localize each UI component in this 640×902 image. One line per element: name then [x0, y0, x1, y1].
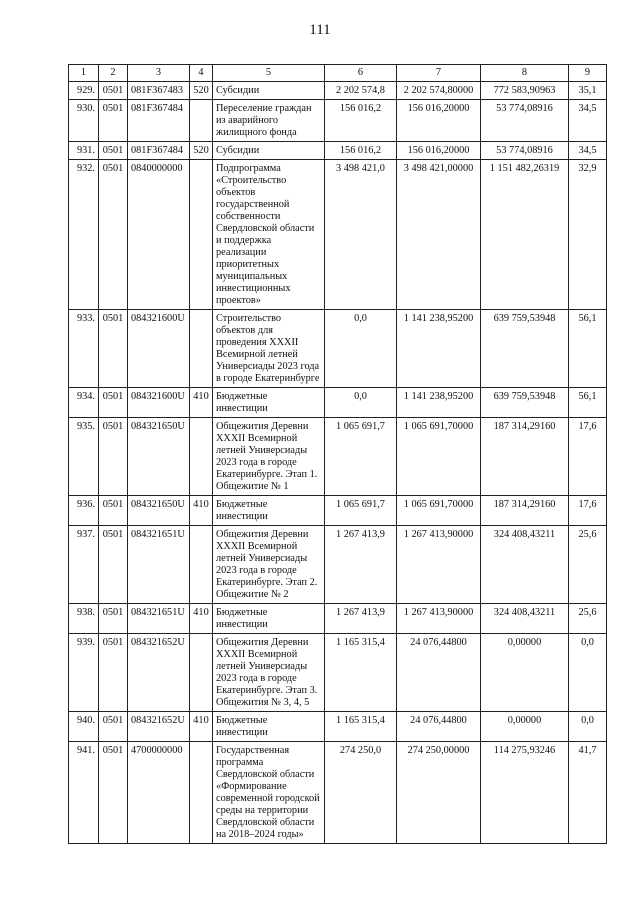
executed-amount-cell: 114 275,93246	[481, 742, 569, 844]
refined-amount-cell: 24 076,44800	[397, 634, 481, 712]
executed-amount-cell: 639 759,53948	[481, 310, 569, 388]
page-number: 111	[309, 22, 331, 38]
section-code-cell: 0501	[99, 142, 128, 160]
item-name-cell: Общежития Деревни XXXII Всемирной летней Универсиады 2023 года в городе Екатеринбурге. Этап 2. Общежитие № 2	[213, 526, 325, 604]
table-row	[69, 82, 607, 100]
executed-amount-cell: 324 408,43211	[481, 604, 569, 634]
expense-type-cell	[190, 100, 213, 142]
table-row	[69, 100, 607, 142]
percent-cell: 25,6	[569, 526, 607, 604]
percent-cell: 34,5	[569, 100, 607, 142]
column-header: 5	[213, 65, 325, 82]
article-code-cell: 0840000000	[128, 160, 190, 310]
row-number-cell: 929.	[69, 82, 99, 100]
item-name-cell: Переселение граждан из аварийного жилищного фонда	[213, 100, 325, 142]
item-name-cell: Строительство объектов для проведения XXXII Всемирной летней Универсиады 2023 года в городе Екатеринбурге	[213, 310, 325, 388]
refined-amount-cell: 1 141 238,95200	[397, 388, 481, 418]
article-code-cell: 084321651U	[128, 604, 190, 634]
article-code-cell: 084321650U	[128, 418, 190, 496]
row-number-cell: 939.	[69, 634, 99, 712]
table-row	[69, 310, 607, 388]
expense-type-cell: 410	[190, 604, 213, 634]
table-row	[69, 526, 607, 604]
percent-cell: 0,0	[569, 712, 607, 742]
executed-amount-cell: 187 314,29160	[481, 496, 569, 526]
planned-amount-cell: 1 165 315,4	[325, 712, 397, 742]
row-number-cell: 936.	[69, 496, 99, 526]
planned-amount-cell: 3 498 421,0	[325, 160, 397, 310]
item-name-cell: Субсидии	[213, 142, 325, 160]
table-row	[69, 496, 607, 526]
section-code-cell: 0501	[99, 634, 128, 712]
table-row	[69, 742, 607, 844]
executed-amount-cell: 53 774,08916	[481, 100, 569, 142]
table-row	[69, 712, 607, 742]
expense-type-cell	[190, 742, 213, 844]
table-header-row	[69, 65, 607, 82]
row-number-cell: 934.	[69, 388, 99, 418]
percent-cell: 0,0	[569, 634, 607, 712]
refined-amount-cell: 2 202 574,80000	[397, 82, 481, 100]
section-code-cell: 0501	[99, 496, 128, 526]
row-number-cell: 933.	[69, 310, 99, 388]
refined-amount-cell: 3 498 421,00000	[397, 160, 481, 310]
item-name-cell: Бюджетные инвестиции	[213, 712, 325, 742]
article-code-cell: 081F367483	[128, 82, 190, 100]
planned-amount-cell: 1 165 315,4	[325, 634, 397, 712]
executed-amount-cell: 0,00000	[481, 634, 569, 712]
budget-table	[68, 64, 607, 844]
column-header: 6	[325, 65, 397, 82]
percent-cell: 41,7	[569, 742, 607, 844]
executed-amount-cell: 0,00000	[481, 712, 569, 742]
expense-type-cell	[190, 310, 213, 388]
column-header: 1	[69, 65, 99, 82]
section-code-cell: 0501	[99, 82, 128, 100]
planned-amount-cell: 1 267 413,9	[325, 526, 397, 604]
executed-amount-cell: 187 314,29160	[481, 418, 569, 496]
refined-amount-cell: 1 065 691,70000	[397, 496, 481, 526]
row-number-cell: 937.	[69, 526, 99, 604]
refined-amount-cell: 24 076,44800	[397, 712, 481, 742]
section-code-cell: 0501	[99, 388, 128, 418]
column-header: 8	[481, 65, 569, 82]
item-name-cell: Государственная программа Свердловской области «Формирование современной городской среды на территории Свердловской области на 2018–2024 годы»	[213, 742, 325, 844]
expense-type-cell	[190, 526, 213, 604]
executed-amount-cell: 772 583,90963	[481, 82, 569, 100]
table-row	[69, 634, 607, 712]
percent-cell: 17,6	[569, 496, 607, 526]
refined-amount-cell: 1 065 691,70000	[397, 418, 481, 496]
item-name-cell: Подпрограмма «Строительство объектов государственной собственности Свердловской области и поддержка реализации приоритетных муниципальных инвестиционных проектов»	[213, 160, 325, 310]
row-number-cell: 938.	[69, 604, 99, 634]
expense-type-cell: 520	[190, 82, 213, 100]
expense-type-cell	[190, 634, 213, 712]
planned-amount-cell: 0,0	[325, 388, 397, 418]
item-name-cell: Бюджетные инвестиции	[213, 604, 325, 634]
refined-amount-cell: 1 267 413,90000	[397, 526, 481, 604]
item-name-cell: Общежития Деревни XXXII Всемирной летней Универсиады 2023 года в городе Екатеринбурге. Этап 1. Общежитие № 1	[213, 418, 325, 496]
table-row	[69, 604, 607, 634]
item-name-cell: Бюджетные инвестиции	[213, 388, 325, 418]
table-row	[69, 142, 607, 160]
section-code-cell: 0501	[99, 712, 128, 742]
refined-amount-cell: 1 267 413,90000	[397, 604, 481, 634]
row-number-cell: 935.	[69, 418, 99, 496]
executed-amount-cell: 324 408,43211	[481, 526, 569, 604]
expense-type-cell	[190, 418, 213, 496]
expense-type-cell: 410	[190, 388, 213, 418]
planned-amount-cell: 1 065 691,7	[325, 418, 397, 496]
refined-amount-cell: 1 141 238,95200	[397, 310, 481, 388]
row-number-cell: 940.	[69, 712, 99, 742]
article-code-cell: 084321651U	[128, 526, 190, 604]
article-code-cell: 081F367484	[128, 142, 190, 160]
item-name-cell: Субсидии	[213, 82, 325, 100]
planned-amount-cell: 1 267 413,9	[325, 604, 397, 634]
percent-cell: 25,6	[569, 604, 607, 634]
row-number-cell: 931.	[69, 142, 99, 160]
section-code-cell: 0501	[99, 604, 128, 634]
percent-cell: 17,6	[569, 418, 607, 496]
planned-amount-cell: 0,0	[325, 310, 397, 388]
refined-amount-cell: 274 250,00000	[397, 742, 481, 844]
column-header: 4	[190, 65, 213, 82]
planned-amount-cell: 1 065 691,7	[325, 496, 397, 526]
table-row	[69, 160, 607, 310]
section-code-cell: 0501	[99, 100, 128, 142]
column-header: 2	[99, 65, 128, 82]
table-body	[69, 82, 607, 844]
section-code-cell: 0501	[99, 160, 128, 310]
expense-type-cell: 410	[190, 712, 213, 742]
column-header: 7	[397, 65, 481, 82]
row-number-cell: 930.	[69, 100, 99, 142]
expense-type-cell: 520	[190, 142, 213, 160]
percent-cell: 56,1	[569, 310, 607, 388]
section-code-cell: 0501	[99, 310, 128, 388]
percent-cell: 32,9	[569, 160, 607, 310]
article-code-cell: 084321652U	[128, 712, 190, 742]
executed-amount-cell: 639 759,53948	[481, 388, 569, 418]
percent-cell: 35,1	[569, 82, 607, 100]
planned-amount-cell: 2 202 574,8	[325, 82, 397, 100]
expense-type-cell	[190, 160, 213, 310]
item-name-cell: Бюджетные инвестиции	[213, 496, 325, 526]
percent-cell: 56,1	[569, 388, 607, 418]
table-row	[69, 388, 607, 418]
planned-amount-cell: 156 016,2	[325, 100, 397, 142]
article-code-cell: 084321600U	[128, 310, 190, 388]
row-number-cell: 941.	[69, 742, 99, 844]
column-header: 3	[128, 65, 190, 82]
percent-cell: 34,5	[569, 142, 607, 160]
refined-amount-cell: 156 016,20000	[397, 142, 481, 160]
article-code-cell: 4700000000	[128, 742, 190, 844]
section-code-cell: 0501	[99, 526, 128, 604]
row-number-cell: 932.	[69, 160, 99, 310]
article-code-cell: 084321652U	[128, 634, 190, 712]
planned-amount-cell: 274 250,0	[325, 742, 397, 844]
executed-amount-cell: 53 774,08916	[481, 142, 569, 160]
column-header: 9	[569, 65, 607, 82]
section-code-cell: 0501	[99, 418, 128, 496]
article-code-cell: 084321650U	[128, 496, 190, 526]
expense-type-cell: 410	[190, 496, 213, 526]
refined-amount-cell: 156 016,20000	[397, 100, 481, 142]
table-row	[69, 418, 607, 496]
planned-amount-cell: 156 016,2	[325, 142, 397, 160]
executed-amount-cell: 1 151 482,26319	[481, 160, 569, 310]
item-name-cell: Общежития Деревни XXXII Всемирной летней Универсиады 2023 года в городе Екатеринбурге. Этап 3. Общежития № 3, 4, 5	[213, 634, 325, 712]
article-code-cell: 081F367484	[128, 100, 190, 142]
section-code-cell: 0501	[99, 742, 128, 844]
article-code-cell: 084321600U	[128, 388, 190, 418]
